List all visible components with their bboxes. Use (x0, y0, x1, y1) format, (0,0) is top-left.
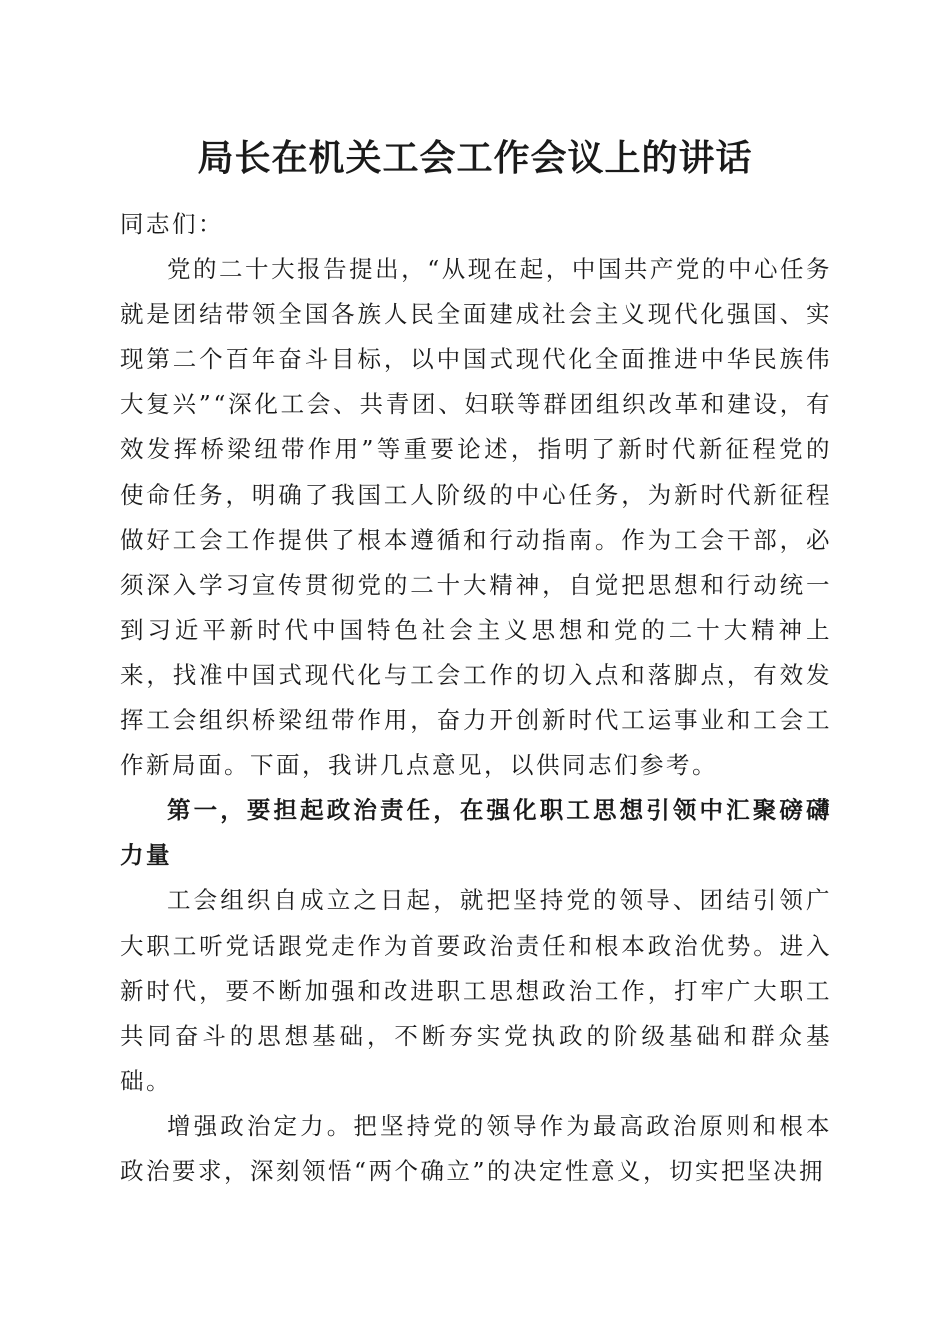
section-heading-1: 第一，要担起政治责任，在强化职工思想引领中汇聚磅礴力量 (120, 796, 832, 870)
paragraph-intro: 党的二十大报告提出，“从现在起，中国共产党的中心任务就是团结带领全国各族人民全面建成社会主义现代化强国、实现第二个百年奋斗目标，以中国式现代化全面推进中华民族伟大复兴”“深化工会、共青团、妇联等群团组织改革和建设，有效发挥桥梁纽带作用”等重要论述，指明了新时代新征程党的使命任务，明确了我国工人阶级的中心任务，为新时代新征程做好工会工作提供了根本遵循和行动指南。作为工会干部，必须深入学习宣传贯彻党的二十大精神，自觉把思想和行动统一到习近平新时代中国特色社会主义思想和党的二十大精神上来，找准中国式现代化与工会工作的切入点和落脚点，有效发挥工会组织桥梁纽带作用，奋力开创新时代工运事业和工会工作新局面。下面，我讲几点意见，以供同志们参考。 (120, 255, 832, 780)
paragraph-section-1: 工会组织自成立之日起，就把坚持党的领导、团结引领广大职工听党话跟党走作为首要政治责任和根本政治优势。进入新时代，要不断加强和改进职工思想政治工作，打牢广大职工共同奋斗的思想基础，不断夯实党执政的阶级基础和群众基础。 (120, 886, 832, 1095)
salutation: 同志们： (120, 210, 224, 238)
document-body (120, 202, 832, 1194)
document-title: 局长在机关工会工作会议上的讲话 (197, 137, 753, 179)
paragraph-political-stability: 增强政治定力。把坚持党的领导作为最高政治原则和根本政治要求，深刻领悟“两个确立”的决定性意义，切实把坚决拥 (120, 1111, 832, 1185)
